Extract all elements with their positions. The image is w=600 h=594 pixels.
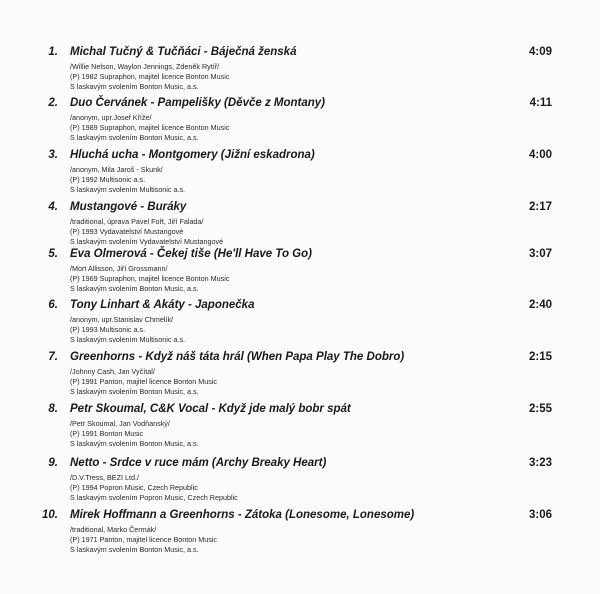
- credit-copyright: (P) 1993 Multisonic a.s.: [70, 325, 146, 334]
- track-number: 10.: [42, 509, 58, 521]
- track-title: Mustangové - Buráky: [70, 201, 187, 213]
- track-title: Mirek Hoffmann a Greenhorns - Zátoka (Lonesome, Lonesome): [70, 509, 415, 521]
- credit-copyright: (P) 1992 Multisonic a.s.: [70, 175, 146, 184]
- credit-authors: /Johnny Cash, Jan Vyčítal/: [70, 367, 155, 376]
- track-title: Petr Skoumal, C&K Vocal - Když jde malý bobr spát: [70, 403, 351, 415]
- track-duration: 4:00: [528, 149, 552, 161]
- credit-authors: /anonym, upr.Josef Kříže/: [70, 113, 152, 122]
- track-number: 9.: [48, 457, 58, 469]
- track-title: Hluchá ucha - Montgomery (Jižní eskadrona): [70, 149, 315, 161]
- credit-copyright: (P) 1991 Bonton Music: [70, 429, 144, 438]
- track-number: 2.: [48, 97, 58, 109]
- track-duration: 2:55: [528, 403, 552, 415]
- track-duration: 3:06: [528, 509, 552, 521]
- credit-copyright: (P) 1989 Supraphon, majitel licence Bonton Music: [70, 123, 230, 132]
- track-number: 1.: [48, 46, 58, 58]
- credit-copyright: (P) 1994 Popron Music, Czech Republic: [70, 483, 198, 492]
- track-duration: 4:11: [529, 97, 552, 109]
- credit-license: S laskavým svolením Bonton Music, a.s.: [70, 387, 199, 396]
- track-credits: [70, 113, 229, 143]
- track-duration: 3:07: [528, 248, 552, 260]
- track-credits: [70, 62, 229, 92]
- credit-copyright: (P) 1969 Supraphon, majitel licence Bonton Music: [70, 274, 230, 283]
- track-title: Michal Tučný & Tučňáci - Báječná ženská: [70, 46, 297, 58]
- track-number: 8.: [48, 403, 58, 415]
- track-title: Eva Olmerová - Čekej tiše (He'll Have To Go): [70, 248, 312, 260]
- credit-license: S laskavým svolením Bonton Music, a.s.: [70, 439, 199, 448]
- credit-copyright: (P) 1993 Vydavatelství Mustangové: [70, 227, 184, 236]
- credit-authors: /Petr Skoumal, Jan Vodňanský/: [70, 419, 170, 428]
- credit-license: S laskavým svolením Bonton Music, a.s.: [70, 133, 199, 142]
- credit-license: S laskavým svolením Bonton Music, a.s.: [70, 82, 199, 91]
- credit-authors: /anonym, upr.Stanislav Chmelík/: [70, 315, 174, 324]
- credit-license: S laskavým svolením Popron Music, Czech Republic: [70, 493, 238, 502]
- track-duration: 2:40: [528, 299, 552, 311]
- track-duration: 3:23: [528, 457, 552, 469]
- credit-authors: /anonym, Mila Jaroš - Skunk/: [70, 165, 163, 174]
- track-credits: [70, 525, 217, 555]
- track-credits: [70, 473, 238, 503]
- credit-authors: /traditional, úprava Pavel Fořt, Jiří Falada/: [70, 217, 204, 226]
- track-title: Duo Červánek - Pampelišky (Děvče z Montany): [70, 97, 325, 109]
- credit-authors: /D.V.Tress, BEZI Ltd./: [70, 473, 139, 482]
- credit-authors: /Mort Allisson, Jiří Grossmann/: [70, 264, 168, 273]
- credit-license: S laskavým svolením Bonton Music, a.s.: [70, 284, 199, 293]
- credit-license: S laskavým svolením Multisonic a.s.: [70, 335, 186, 344]
- credit-authors: /traditional, Marko Čermák/: [70, 525, 157, 534]
- credit-copyright: (P) 1991 Panton, majitel licence Bonton Music: [70, 377, 218, 386]
- credit-authors: /Willie Nelson, Waylon Jennings, Zdeněk Rytíř/: [70, 62, 220, 71]
- track-credits: [70, 419, 199, 449]
- track-duration: 2:17: [528, 201, 552, 213]
- track-credits: [70, 165, 185, 195]
- track-number: 7.: [48, 351, 58, 363]
- track-title: Netto - Srdce v ruce mám (Archy Breaky Heart): [70, 457, 327, 469]
- credit-copyright: (P) 1982 Supraphon, majitel licence Bonton Music: [70, 72, 230, 81]
- track-duration: 4:09: [528, 46, 552, 58]
- track-credits: [70, 264, 229, 294]
- track-number: 3.: [48, 149, 58, 161]
- track-duration: 2:15: [528, 351, 552, 363]
- credit-license: S laskavým svolením Bonton Music, a.s.: [70, 545, 199, 554]
- track-credits: [70, 367, 217, 397]
- track-credits: [70, 315, 185, 345]
- credit-license: S laskavým svolením Vydavatelství Mustangové: [70, 237, 224, 246]
- track-title: Greenhorns - Když náš táta hrál (When Papa Play The Dobro): [70, 351, 405, 363]
- track-number: 5.: [48, 248, 58, 260]
- track-number: 6.: [48, 299, 58, 311]
- track-title: Tony Linhart & Akáty - Japonečka: [70, 299, 255, 311]
- credit-license: S laskavým svolením Multisonic a.s.: [70, 185, 186, 194]
- track-credits: [70, 217, 223, 247]
- track-number: 4.: [48, 201, 58, 213]
- credit-copyright: (P) 1971 Panton, majitel licence Bonton Music: [70, 535, 218, 544]
